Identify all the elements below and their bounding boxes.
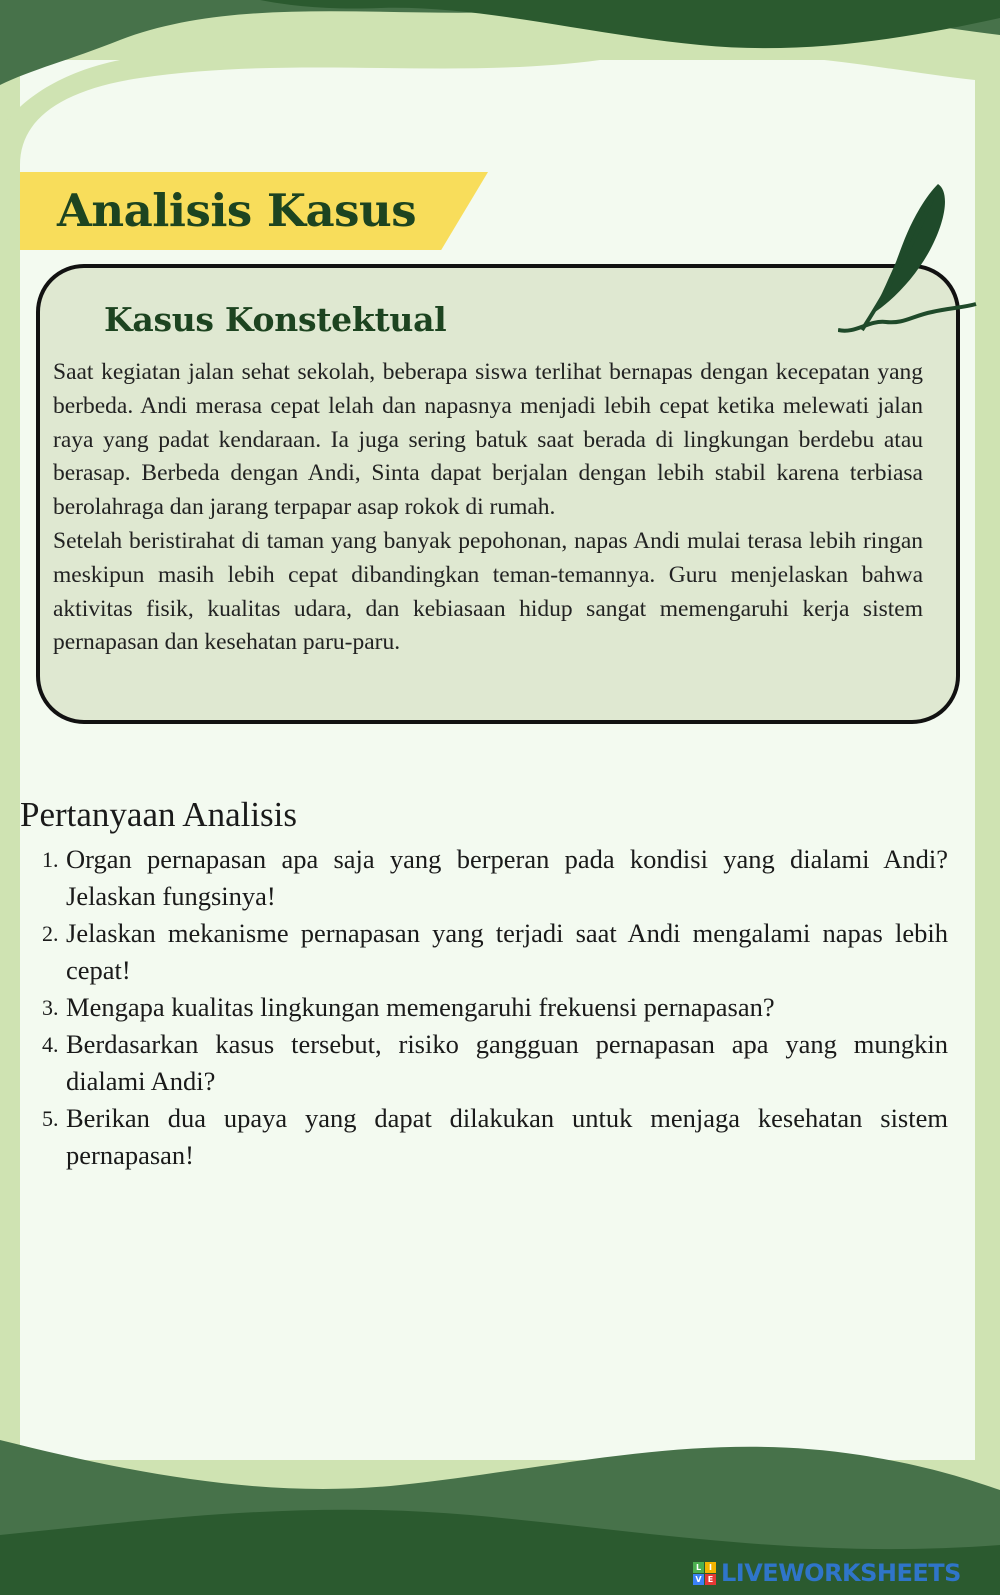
question-text: Mengapa kualitas lingkungan memengaruhi frekuensi pernapasan?	[66, 992, 775, 1022]
page-title: Analisis Kasus	[57, 184, 417, 237]
logo-mark-icon	[693, 1562, 716, 1585]
case-text	[53, 356, 923, 660]
questions-heading: Pertanyaan Analisis	[20, 795, 298, 834]
question-text: Berikan dua upaya yang dapat dilakukan untuk menjaga kesehatan sistem pernapasan!	[66, 1103, 948, 1170]
case-title: Kasus Konstektual	[104, 300, 447, 339]
question-text: Jelaskan mekanisme pernapasan yang terjadi saat Andi mengalami napas lebih cepat!	[66, 918, 948, 985]
question-number: 2.	[42, 921, 59, 946]
logo-text: LIVEWORKSHEETS	[721, 1559, 961, 1587]
question-item	[42, 841, 948, 915]
logo-mark-letter: E	[705, 1574, 716, 1585]
liveworksheets-logo[interactable]	[693, 1558, 961, 1588]
logo-mark-letter: I	[705, 1562, 716, 1573]
question-item	[42, 1100, 948, 1174]
question-number: 4.	[42, 1032, 59, 1057]
question-item	[42, 989, 948, 1026]
case-paragraph: Saat kegiatan jalan sehat sekolah, beberapa siswa terlihat bernapas dengan kecepatan yang berbeda. Andi merasa cepat lelah dan napasnya menjadi lebih cepat ketika melewati jalan raya yang padat kendaraan. Ia juga sering batuk saat berada di lingkungan berdebu atau berasap. Berbeda dengan Andi, Sinta dapat berjalan dengan lebih stabil karena terbiasa berolahraga dan jarang terpapar asap rokok di rumah.	[53, 359, 923, 521]
case-paragraph: Setelah beristirahat di taman yang banyak pepohonan, napas Andi mulai terasa lebih ringan meskipun masih lebih cepat dibandingkan teman-temannya. Guru menjelaskan bahwa aktivitas fisik, kualitas udara, dan kebiasaan hidup sangat memengaruhi kerja sistem pernapasan dan kesehatan paru-paru.	[53, 527, 923, 656]
question-item	[42, 915, 948, 989]
question-number: 5.	[42, 1106, 59, 1131]
question-text: Organ pernapasan apa saja yang berperan pada kondisi yang dialami Andi? Jelaskan fungsinya!	[66, 844, 948, 911]
question-number: 1.	[42, 847, 59, 872]
questions-list	[42, 841, 948, 1174]
logo-mark-letter: L	[693, 1562, 704, 1573]
question-number: 3.	[42, 995, 59, 1020]
question-text: Berdasarkan kasus tersebut, risiko gangguan pernapasan apa yang mungkin dialami Andi?	[66, 1029, 948, 1096]
logo-mark-letter: V	[693, 1574, 704, 1585]
question-item	[42, 1026, 948, 1100]
quill-pen-icon	[838, 184, 978, 344]
